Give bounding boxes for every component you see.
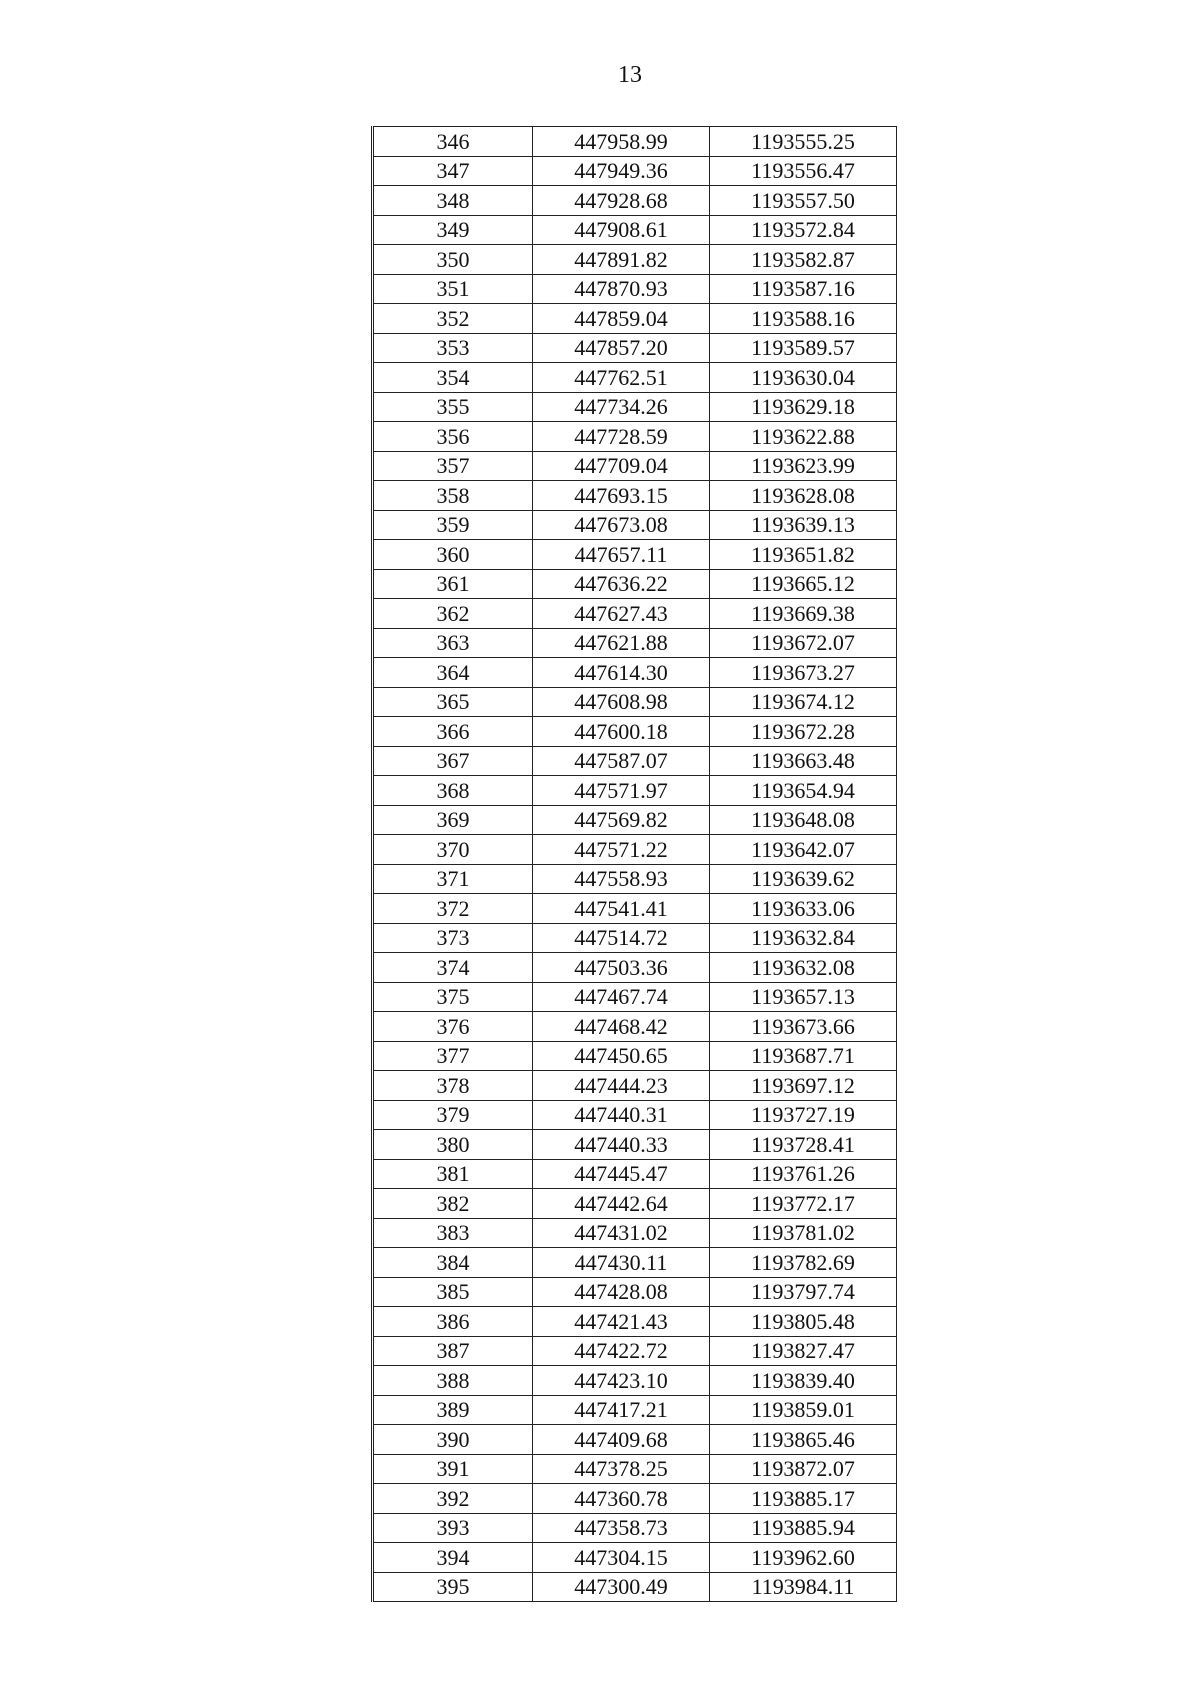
y-coordinate-cell: 1193654.94	[710, 776, 897, 806]
table-row	[373, 982, 897, 1012]
x-coordinate-cell: 447514.72	[533, 923, 710, 953]
y-coordinate-cell: 1193587.16	[710, 274, 897, 304]
y-coordinate-cell: 1193839.40	[710, 1366, 897, 1396]
point-number-cell: 355	[373, 392, 533, 422]
y-coordinate-cell: 1193872.07	[710, 1454, 897, 1484]
table-row	[373, 1218, 897, 1248]
y-coordinate-cell: 1193673.27	[710, 658, 897, 688]
x-coordinate-cell: 447600.18	[533, 717, 710, 747]
y-coordinate-cell: 1193582.87	[710, 245, 897, 275]
x-coordinate-cell: 447445.47	[533, 1159, 710, 1189]
table-row	[373, 1336, 897, 1366]
table-row	[373, 1012, 897, 1042]
point-number-cell: 351	[373, 274, 533, 304]
y-coordinate-cell: 1193885.94	[710, 1513, 897, 1543]
table-row	[373, 392, 897, 422]
y-coordinate-cell: 1193672.28	[710, 717, 897, 747]
x-coordinate-cell: 447450.65	[533, 1041, 710, 1071]
x-coordinate-cell: 447423.10	[533, 1366, 710, 1396]
x-coordinate-cell: 447440.33	[533, 1130, 710, 1160]
point-number-cell: 386	[373, 1307, 533, 1337]
point-number-cell: 360	[373, 540, 533, 570]
y-coordinate-cell: 1193984.11	[710, 1572, 897, 1602]
x-coordinate-cell: 447870.93	[533, 274, 710, 304]
point-number-cell: 358	[373, 481, 533, 511]
table-row	[373, 658, 897, 688]
table-row	[373, 1572, 897, 1602]
point-number-cell: 381	[373, 1159, 533, 1189]
point-number-cell: 384	[373, 1248, 533, 1278]
point-number-cell: 353	[373, 333, 533, 363]
x-coordinate-cell: 447908.61	[533, 215, 710, 245]
table-row	[373, 746, 897, 776]
y-coordinate-cell: 1193727.19	[710, 1100, 897, 1130]
x-coordinate-cell: 447928.68	[533, 186, 710, 216]
table-row	[373, 1041, 897, 1071]
table-row	[373, 1071, 897, 1101]
y-coordinate-cell: 1193772.17	[710, 1189, 897, 1219]
page-number: 13	[618, 62, 642, 88]
point-number-cell: 392	[373, 1484, 533, 1514]
table-row	[373, 333, 897, 363]
x-coordinate-cell: 447304.15	[533, 1543, 710, 1573]
table-row	[373, 1189, 897, 1219]
table-body	[373, 127, 897, 1602]
point-number-cell: 367	[373, 746, 533, 776]
table-row	[373, 1307, 897, 1337]
point-number-cell: 380	[373, 1130, 533, 1160]
x-coordinate-cell: 447569.82	[533, 805, 710, 835]
x-coordinate-cell: 447728.59	[533, 422, 710, 452]
point-number-cell: 383	[373, 1218, 533, 1248]
table-row	[373, 1425, 897, 1455]
x-coordinate-cell: 447422.72	[533, 1336, 710, 1366]
y-coordinate-cell: 1193572.84	[710, 215, 897, 245]
y-coordinate-cell: 1193962.60	[710, 1543, 897, 1573]
coordinates-table	[371, 126, 897, 1602]
point-number-cell: 356	[373, 422, 533, 452]
y-coordinate-cell: 1193673.66	[710, 1012, 897, 1042]
table-row	[373, 1395, 897, 1425]
x-coordinate-cell: 447762.51	[533, 363, 710, 393]
point-number-cell: 350	[373, 245, 533, 275]
x-coordinate-cell: 447608.98	[533, 687, 710, 717]
x-coordinate-cell: 447657.11	[533, 540, 710, 570]
point-number-cell: 387	[373, 1336, 533, 1366]
table-row	[373, 1248, 897, 1278]
table-row	[373, 510, 897, 540]
table-row	[373, 923, 897, 953]
y-coordinate-cell: 1193628.08	[710, 481, 897, 511]
point-number-cell: 377	[373, 1041, 533, 1071]
x-coordinate-cell: 447636.22	[533, 569, 710, 599]
x-coordinate-cell: 447709.04	[533, 451, 710, 481]
table-row	[373, 776, 897, 806]
table-row	[373, 687, 897, 717]
point-number-cell: 363	[373, 628, 533, 658]
y-coordinate-cell: 1193555.25	[710, 127, 897, 157]
point-number-cell: 379	[373, 1100, 533, 1130]
x-coordinate-cell: 447467.74	[533, 982, 710, 1012]
x-coordinate-cell: 447417.21	[533, 1395, 710, 1425]
y-coordinate-cell: 1193885.17	[710, 1484, 897, 1514]
y-coordinate-cell: 1193556.47	[710, 156, 897, 186]
y-coordinate-cell: 1193629.18	[710, 392, 897, 422]
x-coordinate-cell: 447958.99	[533, 127, 710, 157]
y-coordinate-cell: 1193782.69	[710, 1248, 897, 1278]
y-coordinate-cell: 1193648.08	[710, 805, 897, 835]
x-coordinate-cell: 447693.15	[533, 481, 710, 511]
point-number-cell: 395	[373, 1572, 533, 1602]
point-number-cell: 375	[373, 982, 533, 1012]
table-row	[373, 1366, 897, 1396]
x-coordinate-cell: 447541.41	[533, 894, 710, 924]
table-row	[373, 1484, 897, 1514]
y-coordinate-cell: 1193623.99	[710, 451, 897, 481]
point-number-cell: 374	[373, 953, 533, 983]
x-coordinate-cell: 447614.30	[533, 658, 710, 688]
point-number-cell: 365	[373, 687, 533, 717]
point-number-cell: 389	[373, 1395, 533, 1425]
y-coordinate-cell: 1193697.12	[710, 1071, 897, 1101]
y-coordinate-cell: 1193663.48	[710, 746, 897, 776]
point-number-cell: 366	[373, 717, 533, 747]
point-number-cell: 373	[373, 923, 533, 953]
x-coordinate-cell: 447442.64	[533, 1189, 710, 1219]
y-coordinate-cell: 1193761.26	[710, 1159, 897, 1189]
point-number-cell: 362	[373, 599, 533, 629]
table-row	[373, 481, 897, 511]
table-row	[373, 363, 897, 393]
y-coordinate-cell: 1193632.08	[710, 953, 897, 983]
table-row	[373, 1159, 897, 1189]
point-number-cell: 368	[373, 776, 533, 806]
x-coordinate-cell: 447587.07	[533, 746, 710, 776]
x-coordinate-cell: 447621.88	[533, 628, 710, 658]
y-coordinate-cell: 1193805.48	[710, 1307, 897, 1337]
y-coordinate-cell: 1193622.88	[710, 422, 897, 452]
table-row	[373, 1130, 897, 1160]
x-coordinate-cell: 447673.08	[533, 510, 710, 540]
y-coordinate-cell: 1193859.01	[710, 1395, 897, 1425]
point-number-cell: 376	[373, 1012, 533, 1042]
point-number-cell: 359	[373, 510, 533, 540]
y-coordinate-cell: 1193557.50	[710, 186, 897, 216]
x-coordinate-cell: 447571.97	[533, 776, 710, 806]
x-coordinate-cell: 447857.20	[533, 333, 710, 363]
y-coordinate-cell: 1193657.13	[710, 982, 897, 1012]
table-row	[373, 1454, 897, 1484]
table-row	[373, 1543, 897, 1573]
x-coordinate-cell: 447430.11	[533, 1248, 710, 1278]
point-number-cell: 393	[373, 1513, 533, 1543]
y-coordinate-cell: 1193797.74	[710, 1277, 897, 1307]
point-number-cell: 388	[373, 1366, 533, 1396]
table-row	[373, 864, 897, 894]
point-number-cell: 347	[373, 156, 533, 186]
point-number-cell: 372	[373, 894, 533, 924]
x-coordinate-cell: 447360.78	[533, 1484, 710, 1514]
x-coordinate-cell: 447627.43	[533, 599, 710, 629]
table-row	[373, 215, 897, 245]
table-row	[373, 599, 897, 629]
table-row	[373, 569, 897, 599]
table-row	[373, 1513, 897, 1543]
y-coordinate-cell: 1193865.46	[710, 1425, 897, 1455]
point-number-cell: 361	[373, 569, 533, 599]
y-coordinate-cell: 1193642.07	[710, 835, 897, 865]
point-number-cell: 369	[373, 805, 533, 835]
table-row	[373, 422, 897, 452]
y-coordinate-cell: 1193639.62	[710, 864, 897, 894]
table-row	[373, 127, 897, 157]
point-number-cell: 370	[373, 835, 533, 865]
x-coordinate-cell: 447300.49	[533, 1572, 710, 1602]
table-row	[373, 304, 897, 334]
table-row	[373, 451, 897, 481]
x-coordinate-cell: 447468.42	[533, 1012, 710, 1042]
x-coordinate-cell: 447444.23	[533, 1071, 710, 1101]
y-coordinate-cell: 1193674.12	[710, 687, 897, 717]
point-number-cell: 390	[373, 1425, 533, 1455]
y-coordinate-cell: 1193672.07	[710, 628, 897, 658]
table-row	[373, 274, 897, 304]
table-row	[373, 835, 897, 865]
x-coordinate-cell: 447734.26	[533, 392, 710, 422]
table-row	[373, 717, 897, 747]
y-coordinate-cell: 1193781.02	[710, 1218, 897, 1248]
y-coordinate-cell: 1193639.13	[710, 510, 897, 540]
y-coordinate-cell: 1193827.47	[710, 1336, 897, 1366]
y-coordinate-cell: 1193630.04	[710, 363, 897, 393]
table-row	[373, 245, 897, 275]
point-number-cell: 357	[373, 451, 533, 481]
y-coordinate-cell: 1193589.57	[710, 333, 897, 363]
point-number-cell: 391	[373, 1454, 533, 1484]
x-coordinate-cell: 447421.43	[533, 1307, 710, 1337]
x-coordinate-cell: 447558.93	[533, 864, 710, 894]
x-coordinate-cell: 447503.36	[533, 953, 710, 983]
table-row	[373, 540, 897, 570]
y-coordinate-cell: 1193669.38	[710, 599, 897, 629]
table-row	[373, 628, 897, 658]
x-coordinate-cell: 447358.73	[533, 1513, 710, 1543]
table-row	[373, 1100, 897, 1130]
y-coordinate-cell: 1193632.84	[710, 923, 897, 953]
table-row	[373, 805, 897, 835]
x-coordinate-cell: 447949.36	[533, 156, 710, 186]
x-coordinate-cell: 447431.02	[533, 1218, 710, 1248]
x-coordinate-cell: 447571.22	[533, 835, 710, 865]
x-coordinate-cell: 447409.68	[533, 1425, 710, 1455]
x-coordinate-cell: 447440.31	[533, 1100, 710, 1130]
point-number-cell: 378	[373, 1071, 533, 1101]
x-coordinate-cell: 447859.04	[533, 304, 710, 334]
point-number-cell: 348	[373, 186, 533, 216]
y-coordinate-cell: 1193728.41	[710, 1130, 897, 1160]
point-number-cell: 346	[373, 127, 533, 157]
table-row	[373, 1277, 897, 1307]
point-number-cell: 364	[373, 658, 533, 688]
point-number-cell: 352	[373, 304, 533, 334]
table-row	[373, 186, 897, 216]
point-number-cell: 349	[373, 215, 533, 245]
table-row	[373, 953, 897, 983]
table-row	[373, 894, 897, 924]
point-number-cell: 394	[373, 1543, 533, 1573]
y-coordinate-cell: 1193665.12	[710, 569, 897, 599]
point-number-cell: 354	[373, 363, 533, 393]
point-number-cell: 371	[373, 864, 533, 894]
y-coordinate-cell: 1193588.16	[710, 304, 897, 334]
y-coordinate-cell: 1193651.82	[710, 540, 897, 570]
x-coordinate-cell: 447428.08	[533, 1277, 710, 1307]
y-coordinate-cell: 1193633.06	[710, 894, 897, 924]
x-coordinate-cell: 447378.25	[533, 1454, 710, 1484]
table-row	[373, 156, 897, 186]
y-coordinate-cell: 1193687.71	[710, 1041, 897, 1071]
point-number-cell: 385	[373, 1277, 533, 1307]
x-coordinate-cell: 447891.82	[533, 245, 710, 275]
point-number-cell: 382	[373, 1189, 533, 1219]
